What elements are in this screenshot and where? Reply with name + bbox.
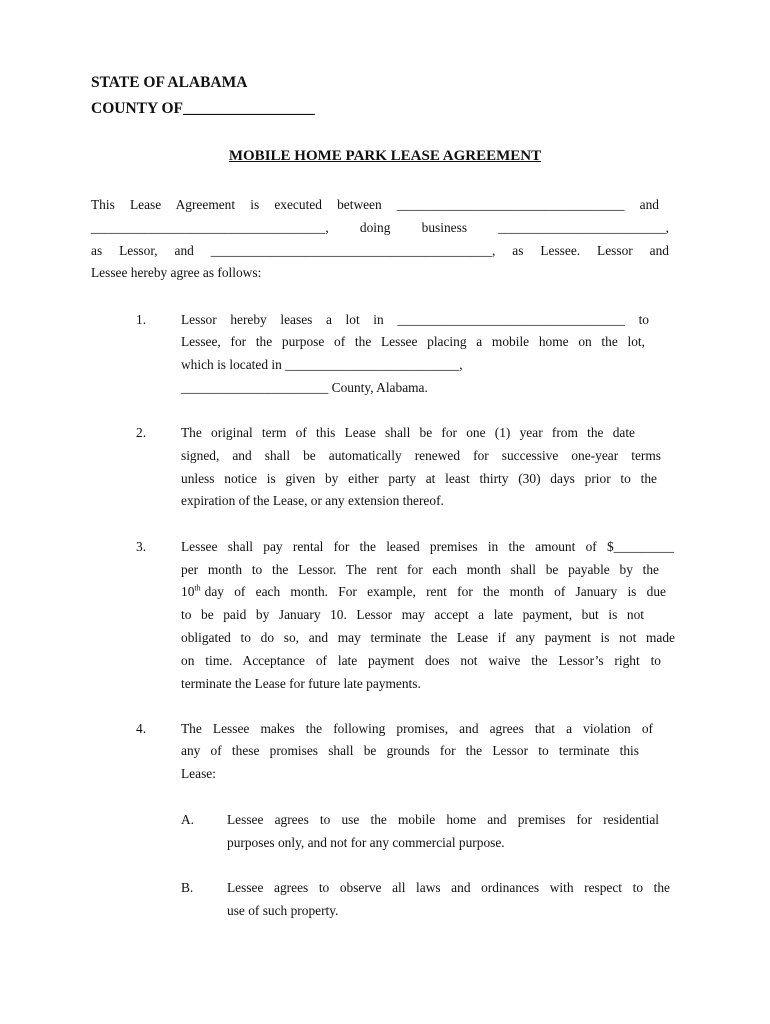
item-2-line-2: signed, and shall be automatically renewed for successive one-year terms (181, 448, 661, 463)
intro-line-1: This Lease Agreement is executed between __________________________________ and (91, 197, 659, 212)
subitem-b-line-2: use of such property. (227, 903, 339, 918)
item-3-line-2: per month to the Lessor. The rent for each month shall be payable by the (181, 562, 659, 577)
item-1-line-4: ______________________ County, Alabama. (181, 380, 428, 395)
item-number: 1. (136, 312, 147, 327)
item-1-line-1: Lessor hereby leases a lot in __________________________________ to (181, 312, 649, 327)
day-number: 10th (181, 583, 201, 599)
subitem-letter: B. (181, 880, 194, 895)
county-heading: COUNTY OF_________________ (91, 100, 315, 117)
document-title: MOBILE HOME PARK LEASE AGREEMENT (228, 148, 542, 164)
item-1-line-2: Lessee, for the purpose of the Lessee placing a mobile home on the lot, (181, 334, 645, 349)
item-number: 3. (136, 539, 147, 554)
item-2-line-3: unless notice is given by either party at least thirty (30) days prior to the (181, 471, 657, 486)
item-3-line-4: to be paid by January 10. Lessor may accept a late payment, but is not (181, 607, 644, 622)
item-3-line-5: obligated to do so, and may terminate the Lease if any payment is not made (181, 630, 675, 645)
item-3-line-1: Lessee shall pay rental for the leased premises in the amount of $_________ (181, 539, 674, 554)
item-4-line-2: any of these promises shall be grounds for the Lessor to terminate this (181, 743, 639, 758)
item-4-line-1: The Lessee makes the following promises, and agrees that a violation of (181, 721, 653, 736)
intro-line-3: as Lessor, and __________________________________________, as Lessee. Lessor and (91, 243, 669, 258)
item-3-line-7: terminate the Lease for future late payments. (181, 676, 421, 691)
intro-line-4: Lessee hereby agree as follows: (91, 265, 262, 280)
item-1-line-3: which is located in __________________________, (181, 357, 463, 372)
item-3-line-3: 10th day of each month. For example, rent for the month of January is due (181, 583, 666, 599)
state-heading: STATE OF ALABAMA (91, 74, 248, 91)
subitem-a-line-1: Lessee agrees to use the mobile home and premises for residential (227, 812, 659, 827)
item-4-line-3: Lease: (181, 766, 216, 781)
item-number: 4. (136, 721, 147, 736)
subitem-letter: A. (181, 812, 195, 827)
item-number: 2. (136, 425, 147, 440)
item-2-line-1: The original term of this Lease shall be for one (1) year from the date (181, 425, 635, 440)
subitem-b-line-1: Lessee agrees to observe all laws and ordinances with respect to the (227, 880, 670, 895)
subitem-a-line-2: purposes only, and not for any commercial purpose. (227, 835, 505, 850)
intro-line-2: ___________________________________, doing business _________________________, (91, 220, 669, 235)
item-3-line-6: on time. Acceptance of late payment does not waive the Lessor’s right to (181, 653, 661, 668)
item-2-line-4: expiration of the Lease, or any extension thereof. (181, 493, 444, 508)
